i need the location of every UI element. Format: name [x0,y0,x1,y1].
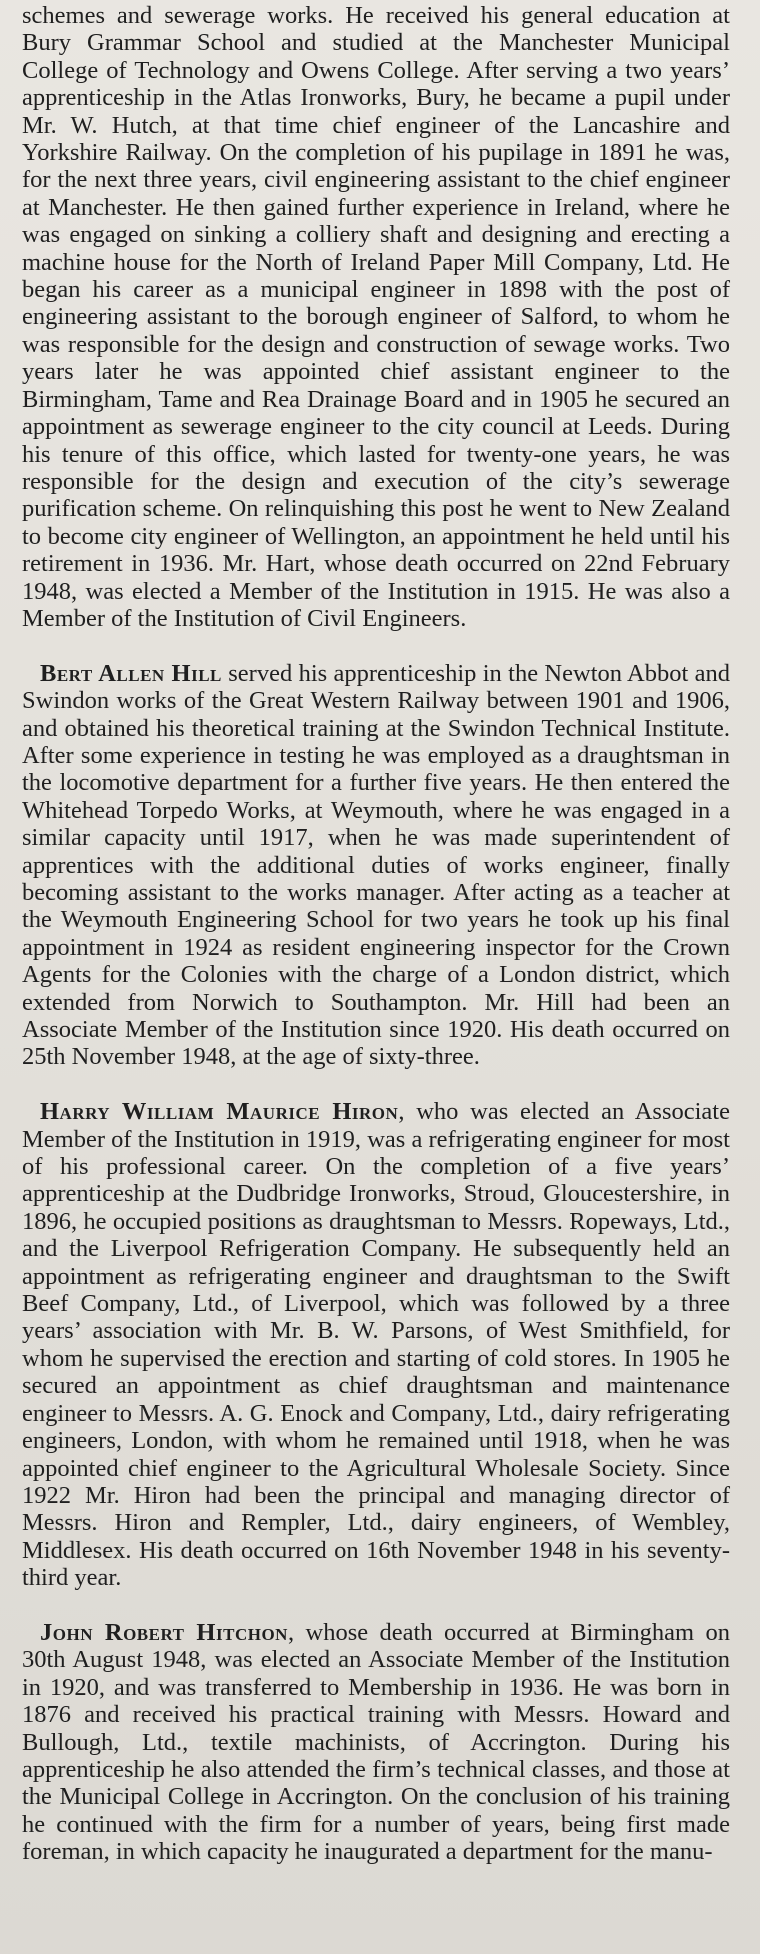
obituary-name: Harry William Maurice Hiron [40,1098,399,1126]
obituary-name: John Robert Hitchon [40,1618,288,1646]
obituary-hitchon [22,1619,730,1866]
obituary-name: Bert Allen Hill [40,659,222,687]
obituary-hill [22,660,730,1071]
obituary-text: served his apprenticeship in the Newton Abbot and Swindon works of the Great Western Railway between 1901 and 1906, and obtained his theoretical training at the Swindon Technical Institute. After some experience in testing he was employed as a draughtsman in the locomotive department for a further five years. He then entered the Whitehead Torpedo Works, at Weymouth, where he was engaged in a similar capacity until 1917, when he was made superintendent of apprentices with the additional duties of works engineer, finally becoming assistant to the works manager. After acting as a teacher at the Weymouth Engineering School for two years he took up his final appointment in 1924 as resident engineering inspector for the Crown Agents for the Colonies with the charge of a London district, which extended from Norwich to Southampton. Mr. Hill had been an Associate Member of the Institution since 1920. His death occurred on 25th November 1948, at the age of sixty-three. [22,659,730,1071]
obituary-hart-continued [22,2,730,632]
obituary-hiron [22,1098,730,1591]
obituary-text: , whose death occurred at Birmingham on 30th August 1948, was elected an Associate Member of the Institution in 1920, and was transferred to Membership in 1936. He was born in 1876 and received his practical training with Messrs. Howard and Bullough, Ltd., textile machinists, of Accrington. During his apprenticeship he also attended the firm’s technical classes, and those at the Municipal College in Accrington. On the conclusion of his training he continued with the firm for a number of years, being first made foreman, in which capacity he inaugurated a department for the manu- [22,1618,730,1866]
obituary-text: schemes and sewerage works. He received his general education at Bury Grammar School and studied at the Manchester Municipal College of Technology and Owens College. After serving a two years’ apprenticeship in the Atlas Ironworks, Bury, he became a pupil under Mr. W. Hutch, at that time chief engineer of the Lancashire and Yorkshire Railway. On the completion of his pupilage in 1891 he was, for the next three years, civil engineering assistant to the chief engineer at Manchester. He then gained further experience in Ireland, where he was engaged on sinking a colliery shaft and designing and erecting a machine house for the North of Ireland Paper Mill Company, Ltd. He began his career as a municipal engineer in 1898 with the post of engineering assistant to the borough engineer of Salford, to whom he was responsible for the design and construction of sewage works. Two years later he was appointed chief assistant engineer to the Birmingham, Tame and Rea Drainage Board and in 1905 he secured an appointment as sewerage engineer to the city council at Leeds. During his tenure of this office, which lasted for twenty-one years, he was responsible for the design and execution of the city’s sewerage purification scheme. On relinquishing this post he went to New Zealand to become city engineer of Wellington, an appointment he held until his retirement in 1936. Mr. Hart, whose death occurred on 22nd February 1948, was elected a Member of the Institution in 1915. He was also a Member of the Institution of Civil Engineers. [22,2,730,632]
obituary-text: , who was elected an Associate Member of the Institution in 1919, was a refrigerating engineer for most of his professional career. On the completion of a five years’ apprenticeship at the Dudbridge Ironworks, Stroud, Gloucestershire, in 1896, he occupied positions as draughtsman to Messrs. Ropeways, Ltd., and the Liverpool Refrigeration Company. He subsequently held an appointment as refrigerating engineer and draughtsman to the Swift Beef Company, Ltd., of Liverpool, which was followed by a three years’ association with Mr. B. W. Parsons, of West Smithfield, for whom he supervised the erection and starting of cold stores. In 1905 he secured an appointment as chief draughtsman and maintenance engineer to Messrs. A. G. Enock and Company, Ltd., dairy refrigerating engineers, London, with whom he remained until 1918, when he was appointed chief engineer to the Agricultural Wholesale Society. Since 1922 Mr. Hiron had been the principal and managing director of Messrs. Hiron and Rempler, Ltd., dairy engineers, of Wembley, Middlesex. His death occurred on 16th November 1948 in his seventy-third year. [22,1098,730,1592]
